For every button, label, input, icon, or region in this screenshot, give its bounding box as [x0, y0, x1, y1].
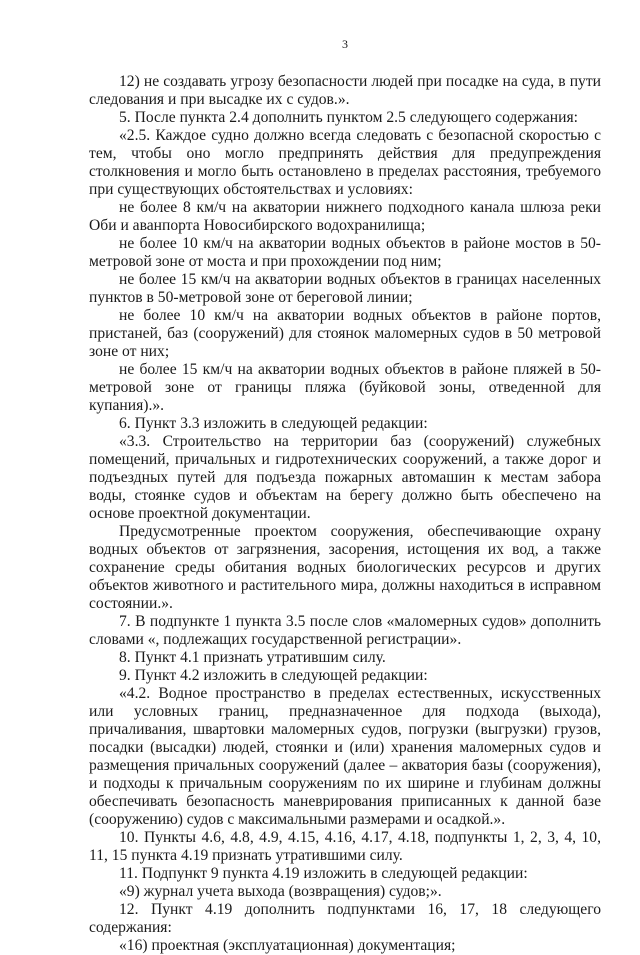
paragraph: 12. Пункт 4.19 дополнить подпунктами 16, 17, 18 следующего содержания:	[89, 901, 601, 936]
paragraph: «16) проектная (эксплуатационная) документация;	[119, 937, 456, 954]
paragraph: «9) журнал учета выхода (возвращения) судов;».	[119, 883, 442, 900]
paragraph: не более 8 км/ч на акватории нижнего подходного канала шлюза реки Оби и аванпорта Новосибирского водохранилища;	[89, 199, 601, 234]
paragraph: «2.5. Каждое судно должно всегда следовать с безопасной скоростью с тем, чтобы оно могло предпринять действия для предупреждения столкновения и могло быть остановлено в пределах расстояния, требуемого при существующих обстоятельствах и условиях:	[89, 127, 601, 198]
paragraph: 10. Пункты 4.6, 4.8, 4.9, 4.15, 4.16, 4.17, 4.18, подпункты 1, 2, 3, 4, 10, 11, 15 пункта 4.19 признать утратившими силу.	[89, 829, 601, 864]
paragraph: 6. Пункт 3.3 изложить в следующей редакции:	[119, 415, 428, 432]
paragraph: Предусмотренные проектом сооружения, обеспечивающие охрану водных объектов от загрязнения, засорения, истощения их вод, а также сохранение среды обитания водных биологических ресурсов и других объектов животного и растительного мира, должны находиться в исправном состоянии.».	[89, 523, 601, 612]
paragraph: не более 15 км/ч на акватории водных объектов в границах населенных пунктов в 50-метровой зоне от береговой линии;	[89, 271, 601, 306]
paragraph: 9. Пункт 4.2 изложить в следующей редакции:	[119, 667, 428, 684]
paragraph: не более 10 км/ч на акватории водных объектов в районе мостов в 50-метровой зоне от моста и при прохождении под ним;	[89, 235, 601, 270]
paragraph: не более 10 км/ч на акватории водных объектов в районе портов, пристаней, баз (сооружений) для стоянок маломерных судов в 50 метровой зоне от них;	[89, 307, 601, 360]
paragraph: не более 15 км/ч на акватории водных объектов в районе пляжей в 50-метровой зоне от границы пляжа (буйковой зоны, отведенной для купания).».	[89, 361, 601, 414]
paragraph: 8. Пункт 4.1 признать утратившим силу.	[119, 649, 386, 666]
page-number: 3	[342, 37, 348, 51]
document-body	[89, 73, 601, 955]
paragraph: 11. Подпункт 9 пункта 4.19 изложить в следующей редакции:	[119, 865, 528, 882]
paragraph: 7. В подпункте 1 пункта 3.5 после слов «маломерных судов» дополнить словами «, подлежащих государственной регистрации».	[89, 613, 601, 648]
paragraph: 5. После пункта 2.4 дополнить пунктом 2.5 следующего содержания:	[119, 109, 578, 126]
paragraph: 12) не создавать угрозу безопасности людей при посадке на суда, в пути следования и при высадке их с судов.».	[89, 73, 601, 108]
paragraph: «4.2. Водное пространство в пределах естественных, искусственных или условных границ, предназначенное для подхода (выхода), причаливания, швартовки маломерных судов, погрузки (выгрузки) грузов, посадки (высадки) людей, стоянки и (или) хранения маломерных судов и размещения причальных сооружений (далее – акватория базы (сооружения), и подходы к причальным сооружениям по их ширине и глубинам должны обеспечивать безопасность маневрирования приписанных к данной базе (сооружению) судов с максимальными размерами и осадкой.».	[89, 685, 601, 828]
paragraph: «3.3. Строительство на территории баз (сооружений) служебных помещений, причальных и гидротехнических сооружений, а также дорог и подъездных путей для подъезда пожарных автомашин к местам забора воды, стоянке судов и объектам на берегу должно быть обеспечено на основе проектной документации.	[89, 433, 601, 522]
